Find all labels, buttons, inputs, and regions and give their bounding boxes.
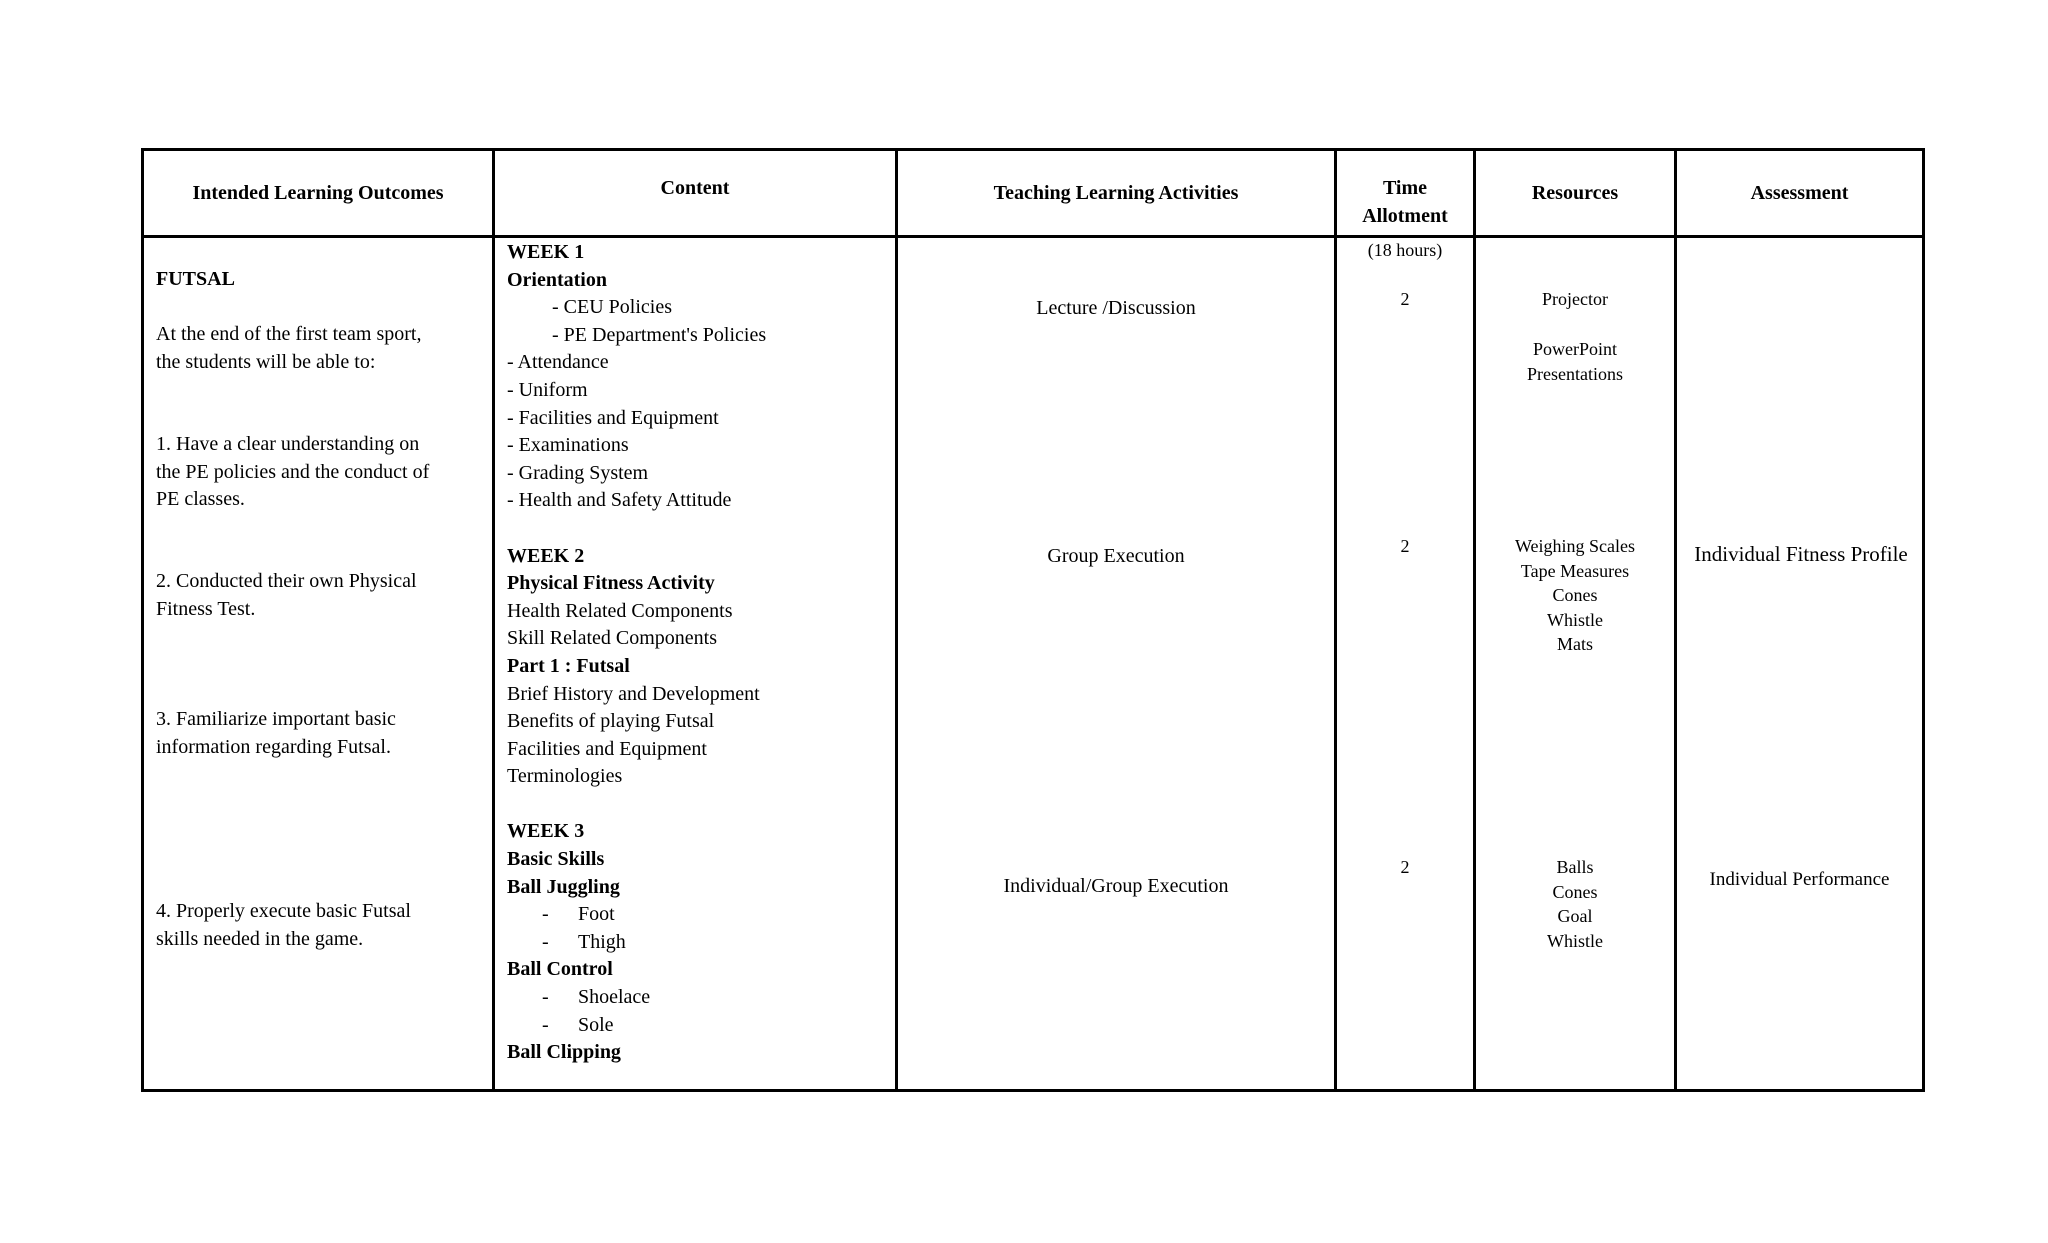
header-time: Time Allotment <box>1362 177 1448 227</box>
outcome-1: 1. Have a clear understanding on the PE policies and the conduct of PE classes. <box>156 433 430 511</box>
time-total: (18 hours) <box>1367 240 1443 260</box>
header-assessment: Assessment <box>1750 182 1849 204</box>
outcome-4: 4. Properly execute basic Futsal skills needed in the game. <box>156 900 411 950</box>
activity-1: Lecture /Discussion <box>1036 297 1196 319</box>
outcomes-intro: At the end of the first team sport, the students will be able to: <box>156 323 422 373</box>
time-row-1: 2 <box>1400 289 1410 309</box>
assessment-1: Individual Fitness Profile <box>1694 542 1908 566</box>
time-row-2: 2 <box>1400 536 1410 556</box>
outcome-2: 2. Conducted their own Physical Fitness Test. <box>156 570 417 620</box>
header-activities: Teaching Learning Activities <box>993 182 1239 204</box>
column-divider <box>492 151 495 1089</box>
activity-3: Individual/Group Execution <box>1003 875 1229 897</box>
time-row-3: 2 <box>1400 857 1410 877</box>
header-outcomes: Intended Learning Outcomes <box>192 182 444 204</box>
header-divider <box>144 235 1922 238</box>
sport-title: FUTSAL <box>156 268 235 290</box>
week-3-label: WEEK 3 <box>507 820 585 843</box>
orientation-label: Orientation <box>507 268 607 291</box>
column-divider <box>895 151 898 1089</box>
resources-1: Projector <box>1542 289 1608 309</box>
resources-3: Balls Cones Goal Whistle <box>1547 857 1603 951</box>
header-content: Content <box>660 177 730 199</box>
syllabus-table <box>141 148 1925 1092</box>
column-divider <box>1674 151 1677 1089</box>
resources-1b: PowerPoint Presentations <box>1527 339 1623 384</box>
assessment-2: Individual Performance <box>1709 869 1890 890</box>
outcome-3: 3. Familiarize important basic information regarding Futsal. <box>156 708 396 758</box>
week-2-label: WEEK 2 <box>507 544 585 567</box>
resources-2: Weighing Scales Tape Measures Cones Whistle Mats <box>1514 536 1636 654</box>
content-list: WEEK 1 Orientation - CEU Policies - PE Department's Policies - Attendance - Uniform - Facilities and Equipment - Examinations - Grading System - Health and Safety Attitude WEEK 2 Physical Fitness Activity Health Related Components Skill Related Components Part 1 : Futsal Brief History and Development Benefits of playing Futsal Facilities and Equipment Terminologies WEEK 3 Basic Skills Ball Juggling - Foot - Thigh Ball Control - Shoelace - Sole Ball Clipping <box>507 241 767 1064</box>
header-resources: Resources <box>1531 182 1619 204</box>
week-1-label: WEEK 1 <box>507 241 585 263</box>
activity-2: Group Execution <box>1047 545 1185 567</box>
